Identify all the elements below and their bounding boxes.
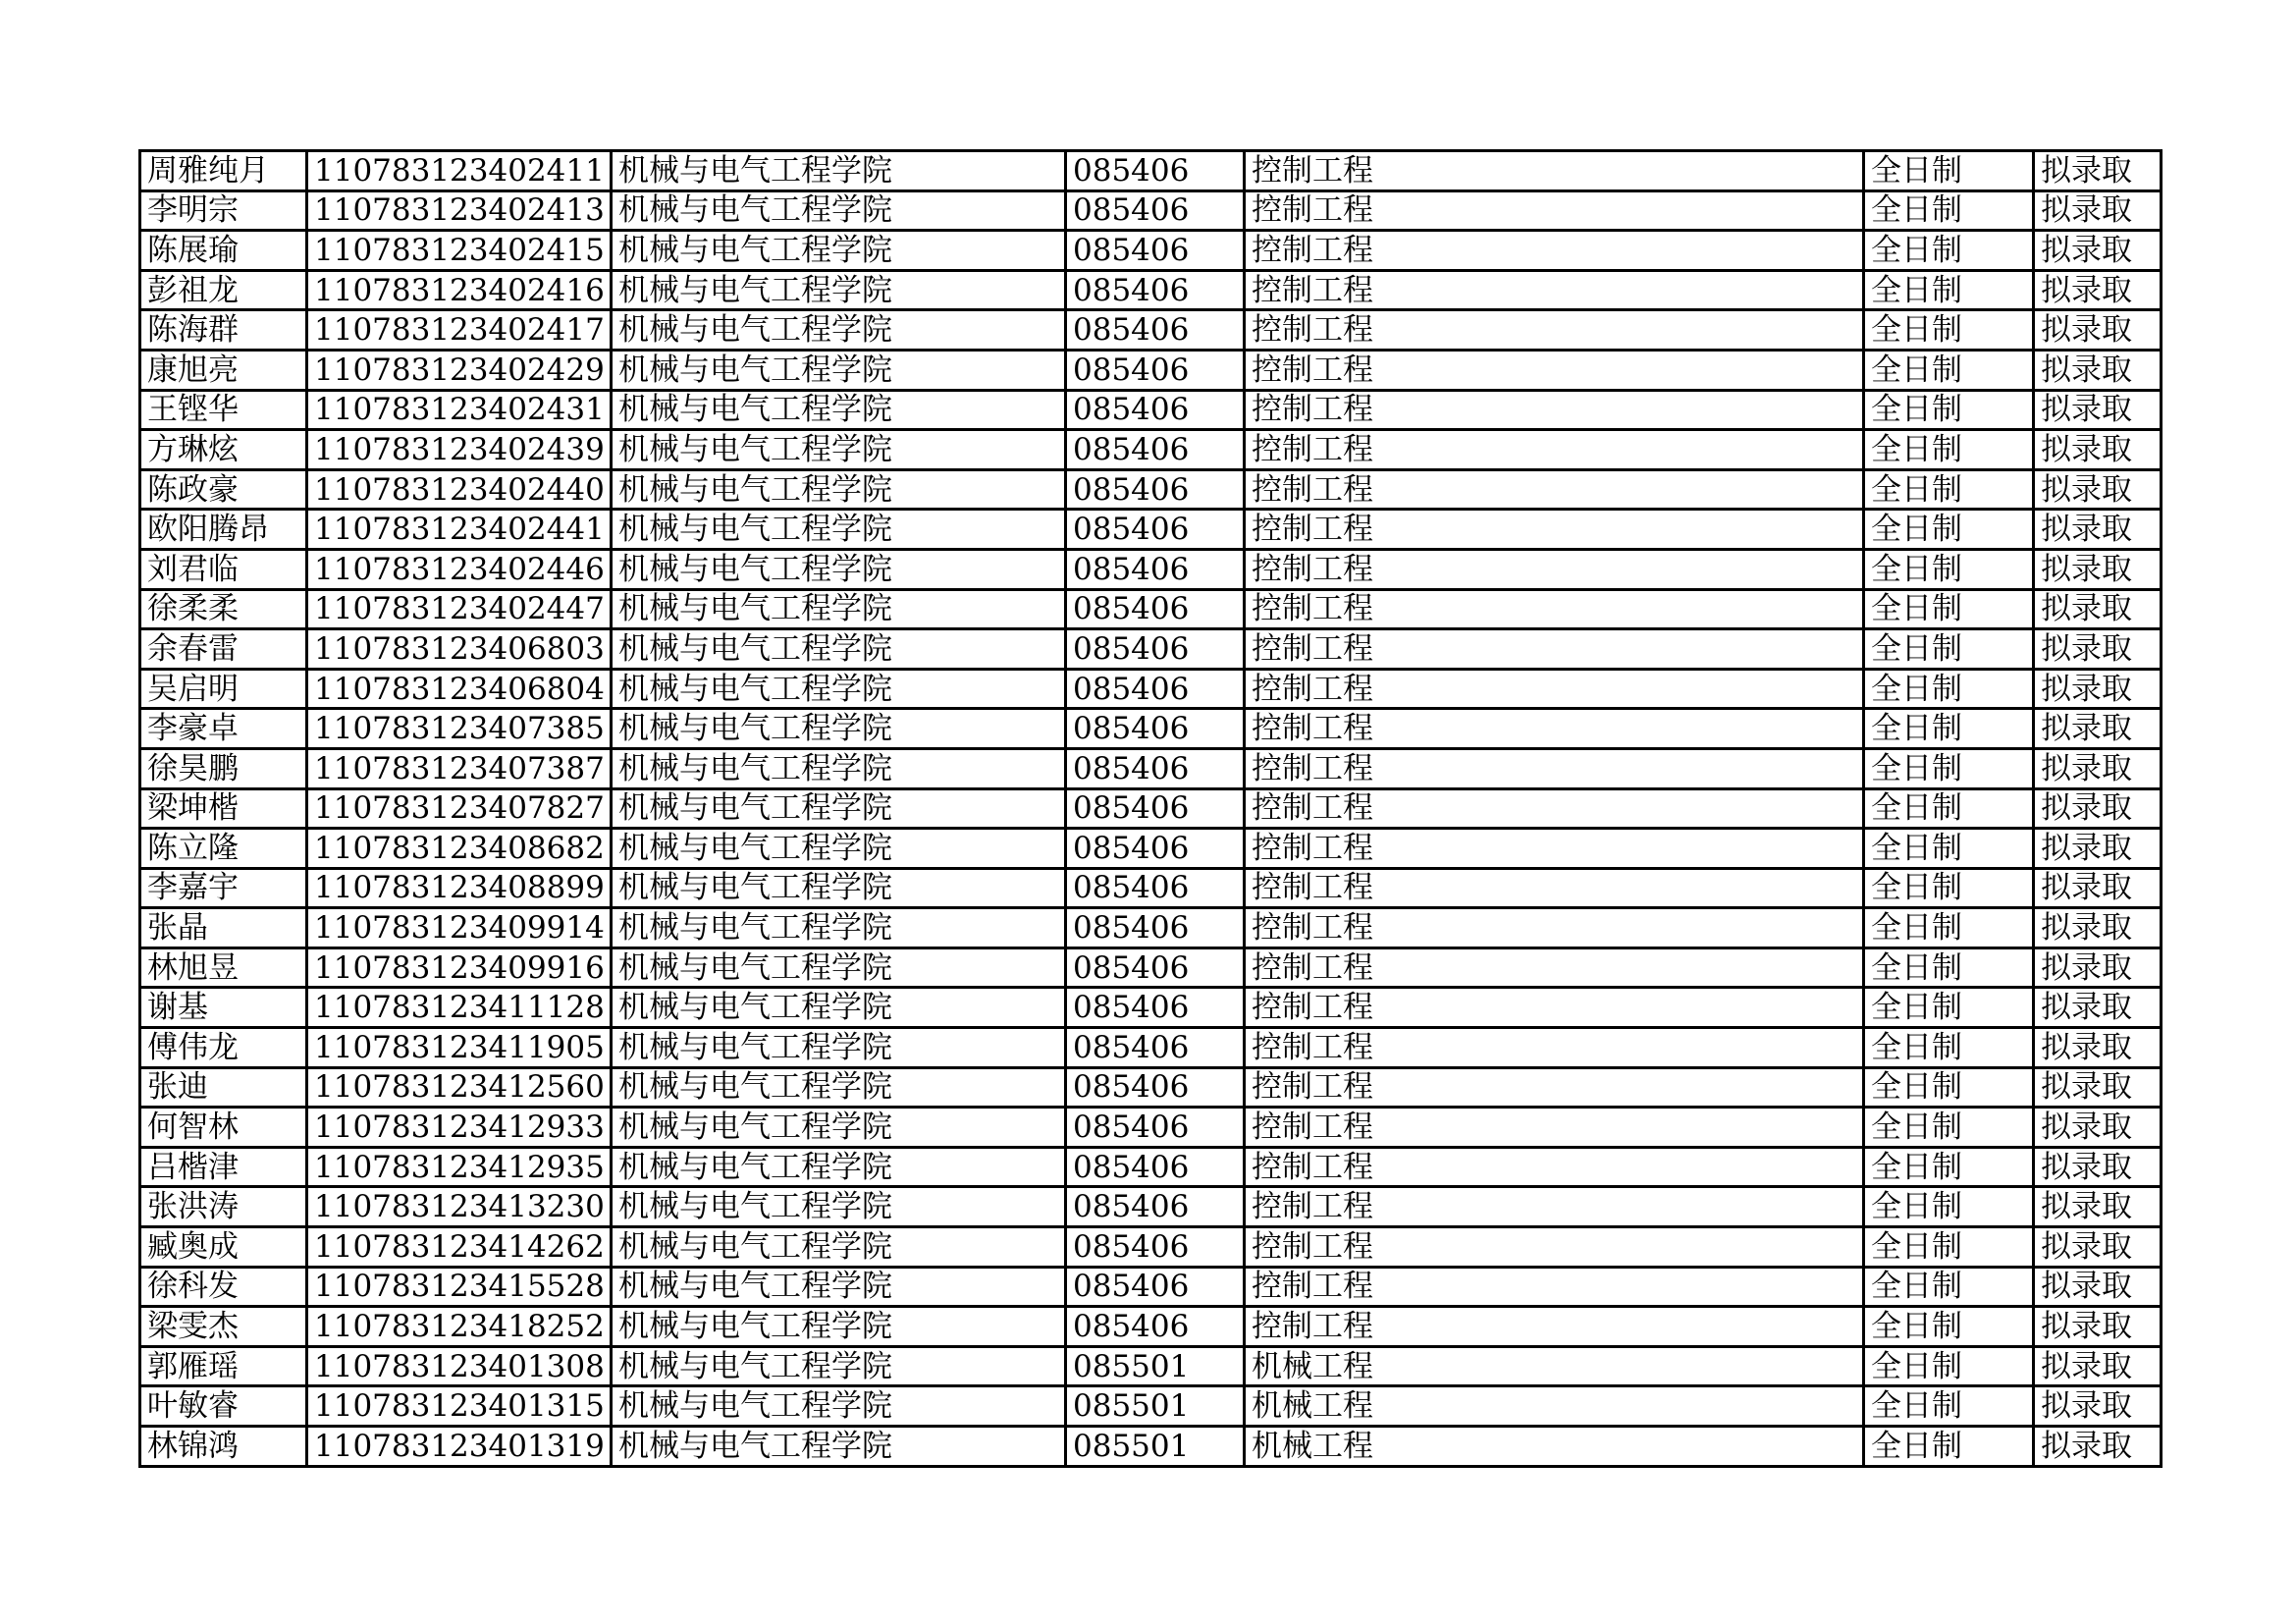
major-name-cell: 控制工程 <box>1245 469 1864 510</box>
table-row <box>140 788 2162 829</box>
school-cell: 机械与电气工程学院 <box>612 589 1066 629</box>
exam-id-cell: 110783123408682 <box>307 829 612 869</box>
student-name-cell: 谢基 <box>140 988 307 1028</box>
table-body <box>140 151 2162 1467</box>
major-code-cell: 085406 <box>1066 709 1245 749</box>
study-mode-cell: 全日制 <box>1864 190 2034 231</box>
student-name-cell: 方琳炫 <box>140 430 307 470</box>
school-cell: 机械与电气工程学院 <box>612 947 1066 988</box>
table-row <box>140 310 2162 351</box>
study-mode-cell: 全日制 <box>1864 1267 2034 1307</box>
exam-id-cell: 110783123402416 <box>307 270 612 310</box>
admission-status-cell: 拟录取 <box>2034 788 2162 829</box>
table-row <box>140 829 2162 869</box>
admission-status-cell: 拟录取 <box>2034 350 2162 390</box>
exam-id-cell: 110783123401315 <box>307 1386 612 1427</box>
major-name-cell: 机械工程 <box>1245 1386 1864 1427</box>
study-mode-cell: 全日制 <box>1864 430 2034 470</box>
table-row <box>140 1386 2162 1427</box>
major-name-cell: 控制工程 <box>1245 709 1864 749</box>
study-mode-cell: 全日制 <box>1864 669 2034 709</box>
study-mode-cell: 全日制 <box>1864 1067 2034 1108</box>
admission-status-cell: 拟录取 <box>2034 1307 2162 1347</box>
school-cell: 机械与电气工程学院 <box>612 430 1066 470</box>
table-row <box>140 469 2162 510</box>
exam-id-cell: 110783123412935 <box>307 1147 612 1187</box>
admission-status-cell: 拟录取 <box>2034 430 2162 470</box>
major-name-cell: 控制工程 <box>1245 310 1864 351</box>
major-code-cell: 085406 <box>1066 310 1245 351</box>
student-name-cell: 周雅纯月 <box>140 151 307 191</box>
table-row <box>140 1307 2162 1347</box>
school-cell: 机械与电气工程学院 <box>612 549 1066 589</box>
major-code-cell: 085406 <box>1066 1307 1245 1347</box>
table-row <box>140 390 2162 430</box>
major-name-cell: 控制工程 <box>1245 1147 1864 1187</box>
admission-status-cell: 拟录取 <box>2034 1108 2162 1148</box>
study-mode-cell: 全日制 <box>1864 1227 2034 1268</box>
admission-status-cell: 拟录取 <box>2034 988 2162 1028</box>
study-mode-cell: 全日制 <box>1864 469 2034 510</box>
student-name-cell: 徐科发 <box>140 1267 307 1307</box>
study-mode-cell: 全日制 <box>1864 1187 2034 1227</box>
major-name-cell: 机械工程 <box>1245 1427 1864 1467</box>
school-cell: 机械与电气工程学院 <box>612 350 1066 390</box>
study-mode-cell: 全日制 <box>1864 1108 2034 1148</box>
school-cell: 机械与电气工程学院 <box>612 390 1066 430</box>
major-name-cell: 控制工程 <box>1245 1187 1864 1227</box>
major-code-cell: 085406 <box>1066 988 1245 1028</box>
student-name-cell: 郭雁瑶 <box>140 1346 307 1386</box>
student-name-cell: 陈政豪 <box>140 469 307 510</box>
school-cell: 机械与电气工程学院 <box>612 1187 1066 1227</box>
school-cell: 机械与电气工程学院 <box>612 709 1066 749</box>
admission-status-cell: 拟录取 <box>2034 190 2162 231</box>
major-name-cell: 控制工程 <box>1245 270 1864 310</box>
major-code-cell: 085406 <box>1066 868 1245 908</box>
study-mode-cell: 全日制 <box>1864 350 2034 390</box>
table-row <box>140 1147 2162 1187</box>
exam-id-cell: 110783123402441 <box>307 510 612 550</box>
table-row <box>140 908 2162 948</box>
table-row <box>140 190 2162 231</box>
table-row <box>140 549 2162 589</box>
admission-status-cell: 拟录取 <box>2034 709 2162 749</box>
school-cell: 机械与电气工程学院 <box>612 151 1066 191</box>
student-name-cell: 何智林 <box>140 1108 307 1148</box>
table-row <box>140 589 2162 629</box>
exam-id-cell: 110783123402431 <box>307 390 612 430</box>
study-mode-cell: 全日制 <box>1864 151 2034 191</box>
major-code-cell: 085406 <box>1066 390 1245 430</box>
school-cell: 机械与电气工程学院 <box>612 1227 1066 1268</box>
school-cell: 机械与电气工程学院 <box>612 908 1066 948</box>
major-name-cell: 控制工程 <box>1245 748 1864 788</box>
exam-id-cell: 110783123406804 <box>307 669 612 709</box>
exam-id-cell: 110783123402411 <box>307 151 612 191</box>
major-name-cell: 控制工程 <box>1245 390 1864 430</box>
admission-status-cell: 拟录取 <box>2034 1267 2162 1307</box>
student-name-cell: 吴启明 <box>140 669 307 709</box>
major-code-cell: 085406 <box>1066 350 1245 390</box>
school-cell: 机械与电气工程学院 <box>612 1427 1066 1467</box>
admission-status-cell: 拟录取 <box>2034 868 2162 908</box>
major-name-cell: 控制工程 <box>1245 589 1864 629</box>
exam-id-cell: 110783123409916 <box>307 947 612 988</box>
major-code-cell: 085406 <box>1066 469 1245 510</box>
table-row <box>140 709 2162 749</box>
major-code-cell: 085501 <box>1066 1346 1245 1386</box>
major-name-cell: 机械工程 <box>1245 1346 1864 1386</box>
exam-id-cell: 110783123407385 <box>307 709 612 749</box>
school-cell: 机械与电气工程学院 <box>612 190 1066 231</box>
table-row <box>140 510 2162 550</box>
school-cell: 机械与电气工程学院 <box>612 1346 1066 1386</box>
student-name-cell: 陈展瑜 <box>140 231 307 271</box>
study-mode-cell: 全日制 <box>1864 709 2034 749</box>
study-mode-cell: 全日制 <box>1864 1346 2034 1386</box>
exam-id-cell: 110783123402440 <box>307 469 612 510</box>
major-code-cell: 085406 <box>1066 151 1245 191</box>
exam-id-cell: 110783123414262 <box>307 1227 612 1268</box>
major-code-cell: 085406 <box>1066 788 1245 829</box>
table-row <box>140 1267 2162 1307</box>
table-row <box>140 430 2162 470</box>
major-code-cell: 085501 <box>1066 1427 1245 1467</box>
major-code-cell: 085406 <box>1066 947 1245 988</box>
school-cell: 机械与电气工程学院 <box>612 1147 1066 1187</box>
major-name-cell: 控制工程 <box>1245 669 1864 709</box>
major-name-cell: 控制工程 <box>1245 788 1864 829</box>
exam-id-cell: 110783123402447 <box>307 589 612 629</box>
major-code-cell: 085406 <box>1066 748 1245 788</box>
student-name-cell: 陈海群 <box>140 310 307 351</box>
exam-id-cell: 110783123411128 <box>307 988 612 1028</box>
major-code-cell: 085501 <box>1066 1386 1245 1427</box>
major-name-cell: 控制工程 <box>1245 510 1864 550</box>
exam-id-cell: 110783123415528 <box>307 1267 612 1307</box>
major-code-cell: 085406 <box>1066 1267 1245 1307</box>
exam-id-cell: 110783123402429 <box>307 350 612 390</box>
major-name-cell: 控制工程 <box>1245 1067 1864 1108</box>
study-mode-cell: 全日制 <box>1864 390 2034 430</box>
admission-status-cell: 拟录取 <box>2034 390 2162 430</box>
school-cell: 机械与电气工程学院 <box>612 629 1066 670</box>
exam-id-cell: 110783123401308 <box>307 1346 612 1386</box>
admission-status-cell: 拟录取 <box>2034 629 2162 670</box>
school-cell: 机械与电气工程学院 <box>612 1108 1066 1148</box>
table-row <box>140 868 2162 908</box>
major-name-cell: 控制工程 <box>1245 350 1864 390</box>
student-name-cell: 林旭昱 <box>140 947 307 988</box>
student-name-cell: 李嘉宇 <box>140 868 307 908</box>
major-code-cell: 085406 <box>1066 629 1245 670</box>
student-name-cell: 徐柔柔 <box>140 589 307 629</box>
major-code-cell: 085406 <box>1066 270 1245 310</box>
table-row <box>140 748 2162 788</box>
student-name-cell: 李豪卓 <box>140 709 307 749</box>
major-name-cell: 控制工程 <box>1245 988 1864 1028</box>
study-mode-cell: 全日制 <box>1864 829 2034 869</box>
admission-status-cell: 拟录取 <box>2034 1427 2162 1467</box>
exam-id-cell: 110783123406803 <box>307 629 612 670</box>
school-cell: 机械与电气工程学院 <box>612 988 1066 1028</box>
admission-status-cell: 拟录取 <box>2034 549 2162 589</box>
school-cell: 机械与电气工程学院 <box>612 1267 1066 1307</box>
student-name-cell: 王铿华 <box>140 390 307 430</box>
study-mode-cell: 全日制 <box>1864 510 2034 550</box>
table-row <box>140 669 2162 709</box>
major-code-cell: 085406 <box>1066 1108 1245 1148</box>
major-code-cell: 085406 <box>1066 231 1245 271</box>
table-row <box>140 1028 2162 1068</box>
student-name-cell: 傅伟龙 <box>140 1028 307 1068</box>
school-cell: 机械与电气工程学院 <box>612 231 1066 271</box>
major-name-cell: 控制工程 <box>1245 947 1864 988</box>
major-name-cell: 控制工程 <box>1245 1307 1864 1347</box>
school-cell: 机械与电气工程学院 <box>612 1307 1066 1347</box>
major-code-cell: 085406 <box>1066 908 1245 948</box>
school-cell: 机械与电气工程学院 <box>612 510 1066 550</box>
major-name-cell: 控制工程 <box>1245 868 1864 908</box>
table-row <box>140 350 2162 390</box>
major-code-cell: 085406 <box>1066 510 1245 550</box>
school-cell: 机械与电气工程学院 <box>612 829 1066 869</box>
study-mode-cell: 全日制 <box>1864 1427 2034 1467</box>
major-name-cell: 控制工程 <box>1245 1267 1864 1307</box>
study-mode-cell: 全日制 <box>1864 1307 2034 1347</box>
school-cell: 机械与电气工程学院 <box>612 1386 1066 1427</box>
admission-status-cell: 拟录取 <box>2034 1227 2162 1268</box>
admission-status-cell: 拟录取 <box>2034 947 2162 988</box>
major-name-cell: 控制工程 <box>1245 231 1864 271</box>
study-mode-cell: 全日制 <box>1864 947 2034 988</box>
admission-status-cell: 拟录取 <box>2034 1187 2162 1227</box>
study-mode-cell: 全日制 <box>1864 748 2034 788</box>
exam-id-cell: 110783123402446 <box>307 549 612 589</box>
exam-id-cell: 110783123412560 <box>307 1067 612 1108</box>
table-row <box>140 947 2162 988</box>
exam-id-cell: 110783123401319 <box>307 1427 612 1467</box>
major-name-cell: 控制工程 <box>1245 549 1864 589</box>
student-name-cell: 彭祖龙 <box>140 270 307 310</box>
table-row <box>140 988 2162 1028</box>
study-mode-cell: 全日制 <box>1864 1028 2034 1068</box>
admission-status-cell: 拟录取 <box>2034 151 2162 191</box>
study-mode-cell: 全日制 <box>1864 1147 2034 1187</box>
major-name-cell: 控制工程 <box>1245 190 1864 231</box>
school-cell: 机械与电气工程学院 <box>612 669 1066 709</box>
admission-status-cell: 拟录取 <box>2034 1028 2162 1068</box>
study-mode-cell: 全日制 <box>1864 1386 2034 1427</box>
admission-status-cell: 拟录取 <box>2034 1386 2162 1427</box>
major-code-cell: 085406 <box>1066 190 1245 231</box>
exam-id-cell: 110783123402413 <box>307 190 612 231</box>
major-name-cell: 控制工程 <box>1245 908 1864 948</box>
major-code-cell: 085406 <box>1066 829 1245 869</box>
table-row <box>140 1187 2162 1227</box>
table-row <box>140 1427 2162 1467</box>
exam-id-cell: 110783123407387 <box>307 748 612 788</box>
student-name-cell: 余春雷 <box>140 629 307 670</box>
admission-status-cell: 拟录取 <box>2034 1346 2162 1386</box>
student-name-cell: 李明宗 <box>140 190 307 231</box>
school-cell: 机械与电气工程学院 <box>612 1067 1066 1108</box>
study-mode-cell: 全日制 <box>1864 310 2034 351</box>
major-name-cell: 控制工程 <box>1245 430 1864 470</box>
student-name-cell: 陈立隆 <box>140 829 307 869</box>
school-cell: 机械与电气工程学院 <box>612 788 1066 829</box>
admission-status-cell: 拟录取 <box>2034 589 2162 629</box>
school-cell: 机械与电气工程学院 <box>612 270 1066 310</box>
major-code-cell: 085406 <box>1066 589 1245 629</box>
student-name-cell: 叶敏睿 <box>140 1386 307 1427</box>
admission-status-cell: 拟录取 <box>2034 748 2162 788</box>
study-mode-cell: 全日制 <box>1864 988 2034 1028</box>
study-mode-cell: 全日制 <box>1864 589 2034 629</box>
major-name-cell: 控制工程 <box>1245 151 1864 191</box>
major-code-cell: 085406 <box>1066 1227 1245 1268</box>
table-row <box>140 629 2162 670</box>
major-name-cell: 控制工程 <box>1245 1108 1864 1148</box>
major-code-cell: 085406 <box>1066 1067 1245 1108</box>
student-name-cell: 梁坤楷 <box>140 788 307 829</box>
student-name-cell: 臧奥成 <box>140 1227 307 1268</box>
student-name-cell: 刘君临 <box>140 549 307 589</box>
study-mode-cell: 全日制 <box>1864 270 2034 310</box>
student-name-cell: 张迪 <box>140 1067 307 1108</box>
admission-status-cell: 拟录取 <box>2034 1147 2162 1187</box>
admission-status-cell: 拟录取 <box>2034 231 2162 271</box>
major-code-cell: 085406 <box>1066 1187 1245 1227</box>
table-row <box>140 231 2162 271</box>
major-name-cell: 控制工程 <box>1245 1028 1864 1068</box>
exam-id-cell: 110783123418252 <box>307 1307 612 1347</box>
major-code-cell: 085406 <box>1066 549 1245 589</box>
school-cell: 机械与电气工程学院 <box>612 469 1066 510</box>
major-code-cell: 085406 <box>1066 669 1245 709</box>
exam-id-cell: 110783123411905 <box>307 1028 612 1068</box>
student-name-cell: 欧阳腾昂 <box>140 510 307 550</box>
major-code-cell: 085406 <box>1066 1028 1245 1068</box>
admission-table <box>138 149 2163 1468</box>
admission-status-cell: 拟录取 <box>2034 510 2162 550</box>
exam-id-cell: 110783123409914 <box>307 908 612 948</box>
exam-id-cell: 110783123407827 <box>307 788 612 829</box>
study-mode-cell: 全日制 <box>1864 908 2034 948</box>
exam-id-cell: 110783123412933 <box>307 1108 612 1148</box>
exam-id-cell: 110783123402417 <box>307 310 612 351</box>
study-mode-cell: 全日制 <box>1864 629 2034 670</box>
admission-status-cell: 拟录取 <box>2034 829 2162 869</box>
admission-status-cell: 拟录取 <box>2034 908 2162 948</box>
school-cell: 机械与电气工程学院 <box>612 1028 1066 1068</box>
admission-status-cell: 拟录取 <box>2034 669 2162 709</box>
student-name-cell: 吕楷津 <box>140 1147 307 1187</box>
study-mode-cell: 全日制 <box>1864 231 2034 271</box>
major-name-cell: 控制工程 <box>1245 1227 1864 1268</box>
table-row <box>140 270 2162 310</box>
school-cell: 机械与电气工程学院 <box>612 868 1066 908</box>
student-name-cell: 徐昊鹏 <box>140 748 307 788</box>
admission-status-cell: 拟录取 <box>2034 310 2162 351</box>
exam-id-cell: 110783123408899 <box>307 868 612 908</box>
student-name-cell: 林锦鸿 <box>140 1427 307 1467</box>
school-cell: 机械与电气工程学院 <box>612 748 1066 788</box>
admission-status-cell: 拟录取 <box>2034 270 2162 310</box>
table-row <box>140 1346 2162 1386</box>
table-row <box>140 1067 2162 1108</box>
study-mode-cell: 全日制 <box>1864 549 2034 589</box>
major-code-cell: 085406 <box>1066 430 1245 470</box>
student-name-cell: 梁雯杰 <box>140 1307 307 1347</box>
exam-id-cell: 110783123402439 <box>307 430 612 470</box>
school-cell: 机械与电气工程学院 <box>612 310 1066 351</box>
admission-status-cell: 拟录取 <box>2034 1067 2162 1108</box>
study-mode-cell: 全日制 <box>1864 868 2034 908</box>
major-name-cell: 控制工程 <box>1245 829 1864 869</box>
major-name-cell: 控制工程 <box>1245 629 1864 670</box>
admission-status-cell: 拟录取 <box>2034 469 2162 510</box>
study-mode-cell: 全日制 <box>1864 788 2034 829</box>
student-name-cell: 康旭亮 <box>140 350 307 390</box>
major-code-cell: 085406 <box>1066 1147 1245 1187</box>
exam-id-cell: 110783123413230 <box>307 1187 612 1227</box>
table-row <box>140 151 2162 191</box>
student-name-cell: 张洪涛 <box>140 1187 307 1227</box>
student-name-cell: 张晶 <box>140 908 307 948</box>
exam-id-cell: 110783123402415 <box>307 231 612 271</box>
table-row <box>140 1227 2162 1268</box>
table-row <box>140 1108 2162 1148</box>
